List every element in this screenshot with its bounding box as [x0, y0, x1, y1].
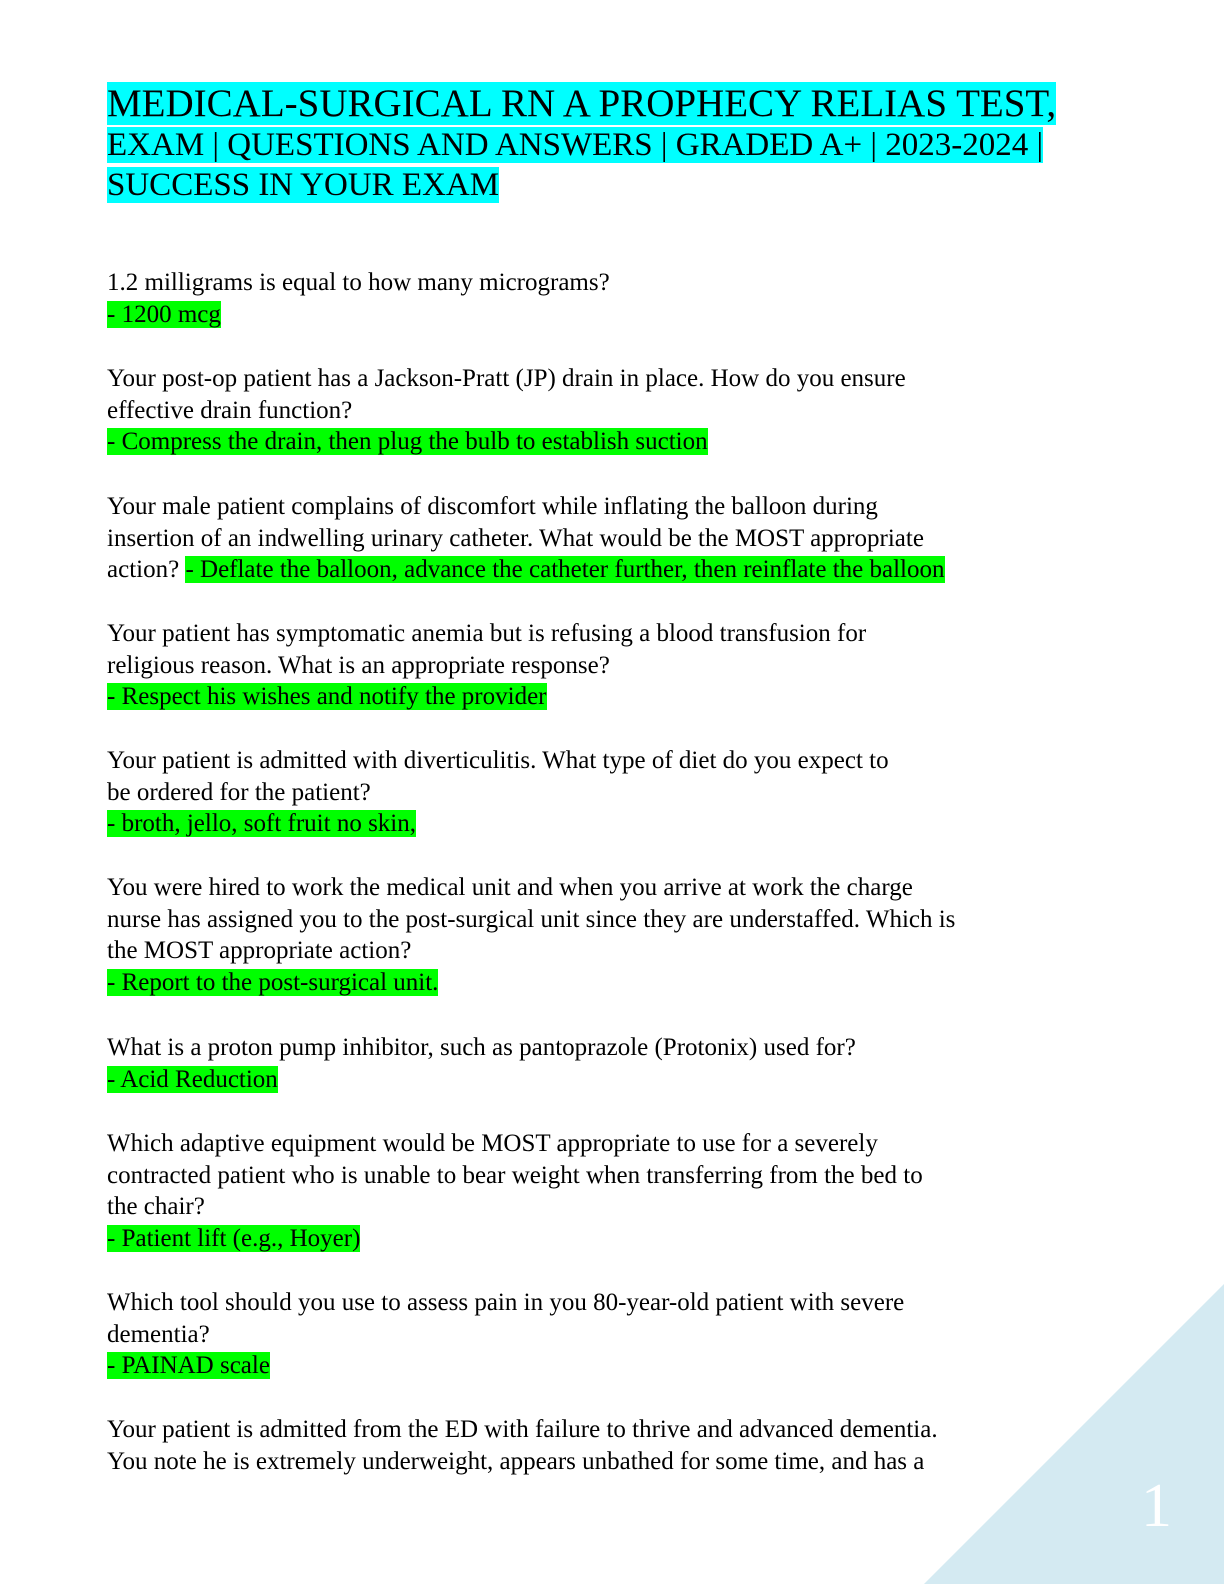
answer-highlight: - Deflate the balloon, advance the catheter further, then reinflate the balloon	[185, 556, 945, 583]
corner-decoration	[924, 1284, 1224, 1584]
qa-item	[107, 1287, 1067, 1382]
question-line: nurse has assigned you to the post-surgical unit since they are understaffed. Which is	[107, 905, 956, 933]
question-line: action?	[107, 556, 186, 583]
question-line: What is a proton pump inhibitor, such as pantoprazole (Protonix) used for?	[107, 1034, 856, 1061]
qa-item	[107, 745, 1067, 840]
question-line: effective drain function?	[107, 396, 353, 424]
title-line-2: EXAM | QUESTIONS AND ANSWERS | GRADED A+ | 2023-2024 |	[107, 127, 1044, 163]
answer-highlight: - 1200 mcg	[107, 300, 221, 328]
question-line: Your patient is admitted with diverticulitis. What type of diet do you expect to	[107, 747, 889, 774]
answer-highlight: - Compress the drain, then plug the bulb to establish suction	[107, 428, 708, 455]
question-line: religious reason. What is an appropriate response?	[107, 651, 610, 679]
corner-triangle	[924, 1284, 1224, 1584]
question-line: dementia?	[107, 1320, 210, 1348]
document-title	[107, 80, 1137, 205]
answer-highlight: - Report to the post-surgical unit.	[107, 968, 439, 996]
question-line: Which tool should you use to assess pain in you 80-year-old patient with severe	[107, 1289, 905, 1316]
question-line: the MOST appropriate action?	[107, 937, 412, 964]
title-line-1: MEDICAL-SURGICAL RN A PROPHECY RELIAS TEST,	[107, 82, 1057, 125]
answer-highlight: - Acid Reduction	[107, 1065, 278, 1093]
qa-item	[107, 872, 1067, 998]
qa-item	[107, 1032, 1067, 1095]
answer-highlight: - Patient lift (e.g., Hoyer)	[107, 1224, 361, 1252]
question-line: You were hired to work the medical unit and when you arrive at work the charge	[107, 874, 913, 901]
answer-highlight: - PAINAD scale	[107, 1352, 270, 1379]
question-line: contracted patient who is unable to bear weight when transferring from the bed to	[107, 1161, 923, 1189]
answer-highlight: - broth, jello, soft fruit no skin,	[107, 810, 416, 837]
question-line: Your male patient complains of discomfort while inflating the balloon during	[107, 493, 878, 520]
qa-item	[107, 363, 1067, 458]
qa-item	[107, 491, 1067, 586]
answer-highlight: - Respect his wishes and notify the provider	[107, 683, 547, 710]
qa-item	[107, 618, 1067, 713]
qa-item	[107, 1128, 1067, 1254]
question-line: be ordered for the patient?	[107, 778, 371, 806]
question-line: Which adaptive equipment would be MOST appropriate to use for a severely	[107, 1130, 878, 1157]
qa-item	[107, 267, 1067, 330]
title-line-3: SUCCESS IN YOUR EXAM	[107, 167, 500, 203]
question-line: 1.2 milligrams is equal to how many micrograms?	[107, 269, 610, 296]
question-line: Your patient is admitted from the ED with failure to thrive and advanced dementia.	[107, 1416, 938, 1443]
question-line: You note he is extremely underweight, appears unbathed for some time, and has a	[107, 1447, 925, 1475]
question-line: Your patient has symptomatic anemia but is refusing a blood transfusion for	[107, 620, 867, 647]
question-line: the chair?	[107, 1193, 205, 1220]
page-number: 1	[1141, 1472, 1172, 1540]
qa-item	[107, 1414, 1067, 1477]
question-line: Your post-op patient has a Jackson-Pratt (JP) drain in place. How do you ensure	[107, 365, 906, 392]
question-line: insertion of an indwelling urinary catheter. What would be the MOST appropriate	[107, 524, 924, 552]
